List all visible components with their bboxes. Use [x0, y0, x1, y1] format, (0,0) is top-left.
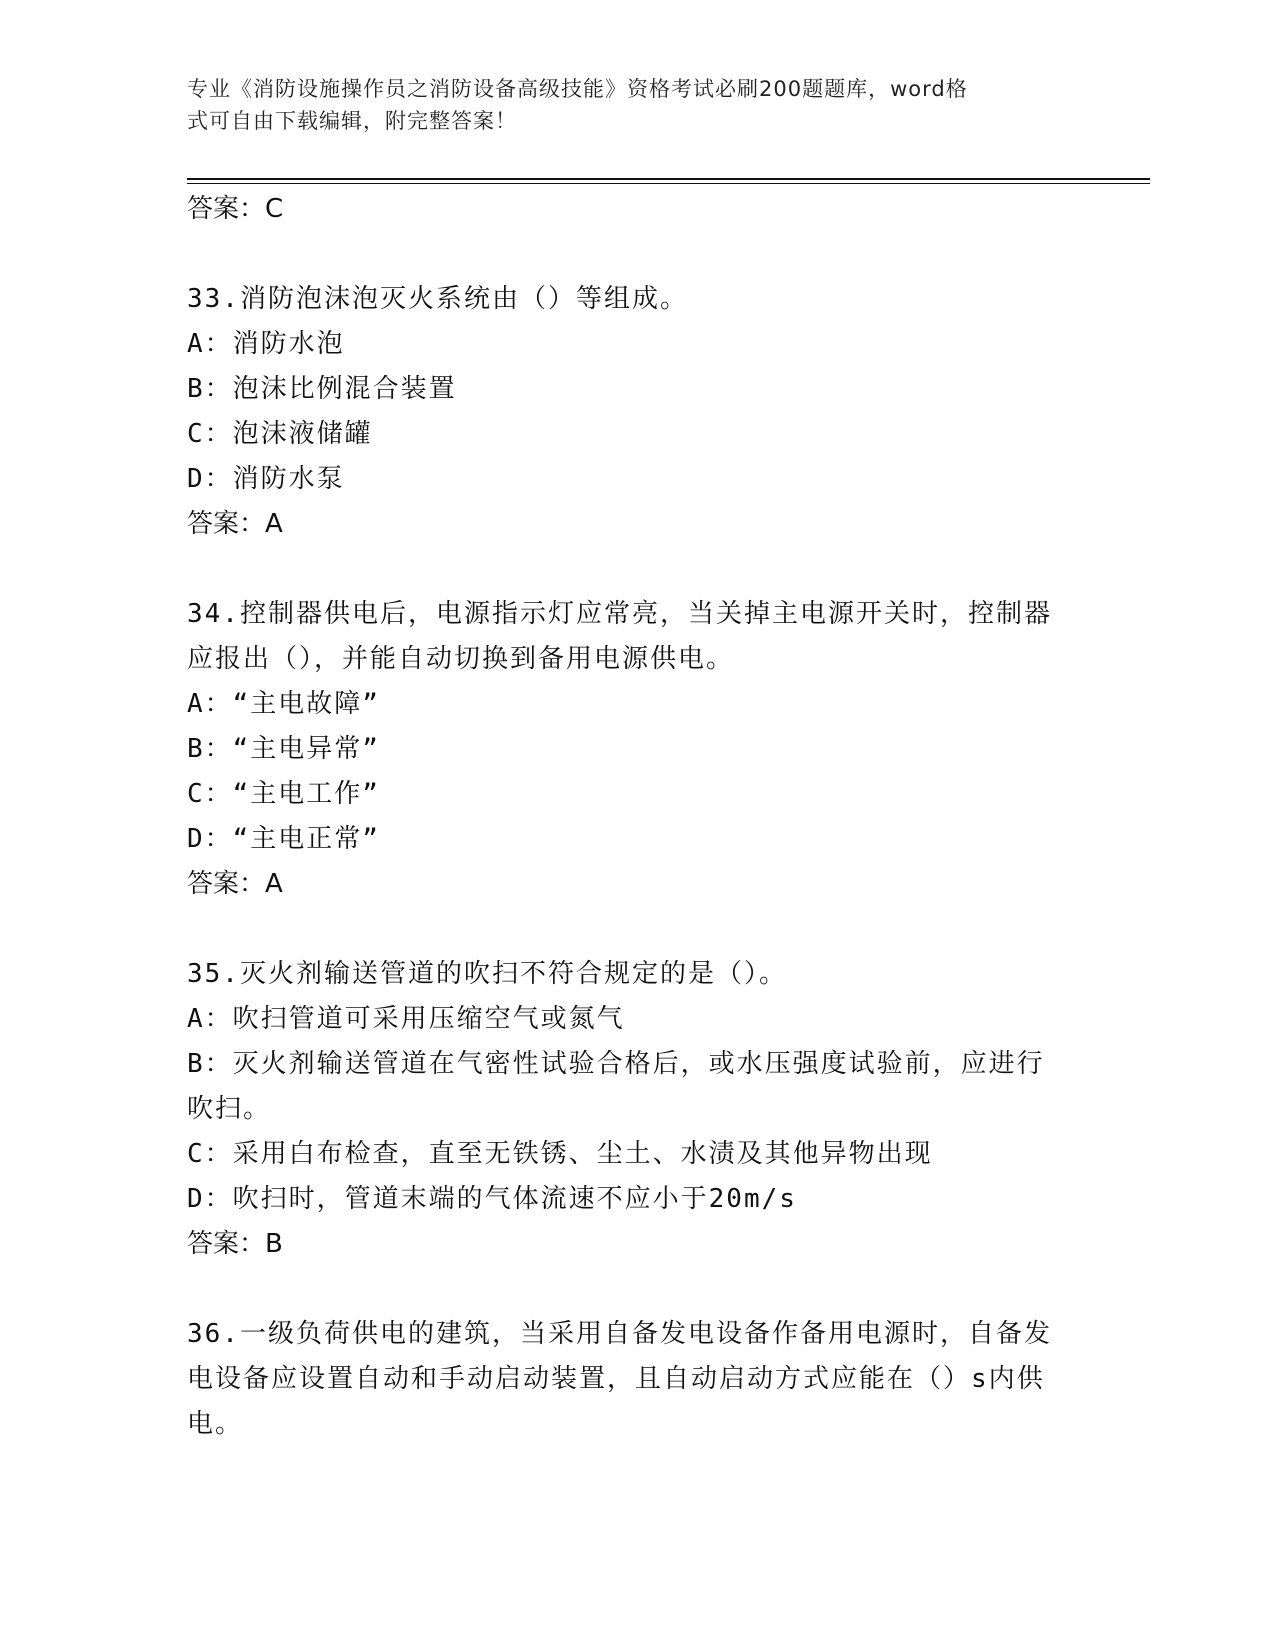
question-text-cont: 电。 — [187, 1409, 244, 1439]
option-c: C：采用白布检查，直至无铁锈、尘土、水渍及其他异物出现 — [187, 1139, 933, 1169]
answer: 答案：A — [187, 869, 283, 899]
spacer — [187, 1267, 1077, 1312]
header-rule-thin — [187, 183, 1150, 184]
header-line-1: 专业《消防设施操作员之消防设备高级技能》资格考试必刷200题题库，word格 — [187, 77, 968, 101]
option-d: D：“主电正常” — [187, 824, 380, 854]
question-text: 35.灭火剂输送管道的吹扫不符合规定的是（）。 — [187, 959, 787, 989]
spacer — [187, 232, 1077, 277]
question-34 — [187, 592, 1077, 907]
question-text: 33.消防泡沫泡灭火系统由（）等组成。 — [187, 284, 688, 314]
document-header — [187, 73, 1067, 137]
header-rule-thick — [187, 178, 1150, 180]
question-list — [187, 187, 1077, 1447]
option-b: B：“主电异常” — [187, 734, 380, 764]
spacer — [187, 547, 1077, 592]
option-c: C：“主电工作” — [187, 779, 380, 809]
option-b: B：灭火剂输送管道在气密性试验合格后，或水压强度试验前，应进行 — [187, 1049, 1045, 1079]
header-line-2: 式可自由下载编辑，附完整答案！ — [187, 109, 517, 133]
question-text-cont: 应报出（），并能自动切换到备用电源供电。 — [187, 644, 735, 674]
spacer — [187, 907, 1077, 952]
question-text-cont: 电设备应设置自动和手动启动装置，且自动启动方式应能在（）s内供 — [187, 1364, 1045, 1394]
option-a: A：“主电故障” — [187, 689, 380, 719]
option-a: A：吹扫管道可采用压缩空气或氮气 — [187, 1004, 625, 1034]
option-d: D：消防水泵 — [187, 464, 345, 494]
previous-answer: 答案：C — [187, 194, 284, 224]
option-b-cont: 吹扫。 — [187, 1094, 272, 1124]
question-33 — [187, 277, 1077, 547]
answer: 答案：B — [187, 1229, 283, 1259]
question-text: 36.一级负荷供电的建筑，当采用自备发电设备作备用电源时，自备发 — [187, 1319, 1052, 1349]
question-35 — [187, 952, 1077, 1267]
question-36 — [187, 1312, 1077, 1447]
answer: 答案：A — [187, 509, 283, 539]
question-text: 34.控制器供电后，电源指示灯应常亮，当关掉主电源开关时，控制器 — [187, 599, 1052, 629]
option-a: A：消防水泡 — [187, 329, 345, 359]
option-c: C：泡沫液储罐 — [187, 419, 373, 449]
option-b: B：泡沫比例混合装置 — [187, 374, 457, 404]
option-d: D：吹扫时，管道末端的气体流速不应小于20m/s — [187, 1184, 797, 1214]
